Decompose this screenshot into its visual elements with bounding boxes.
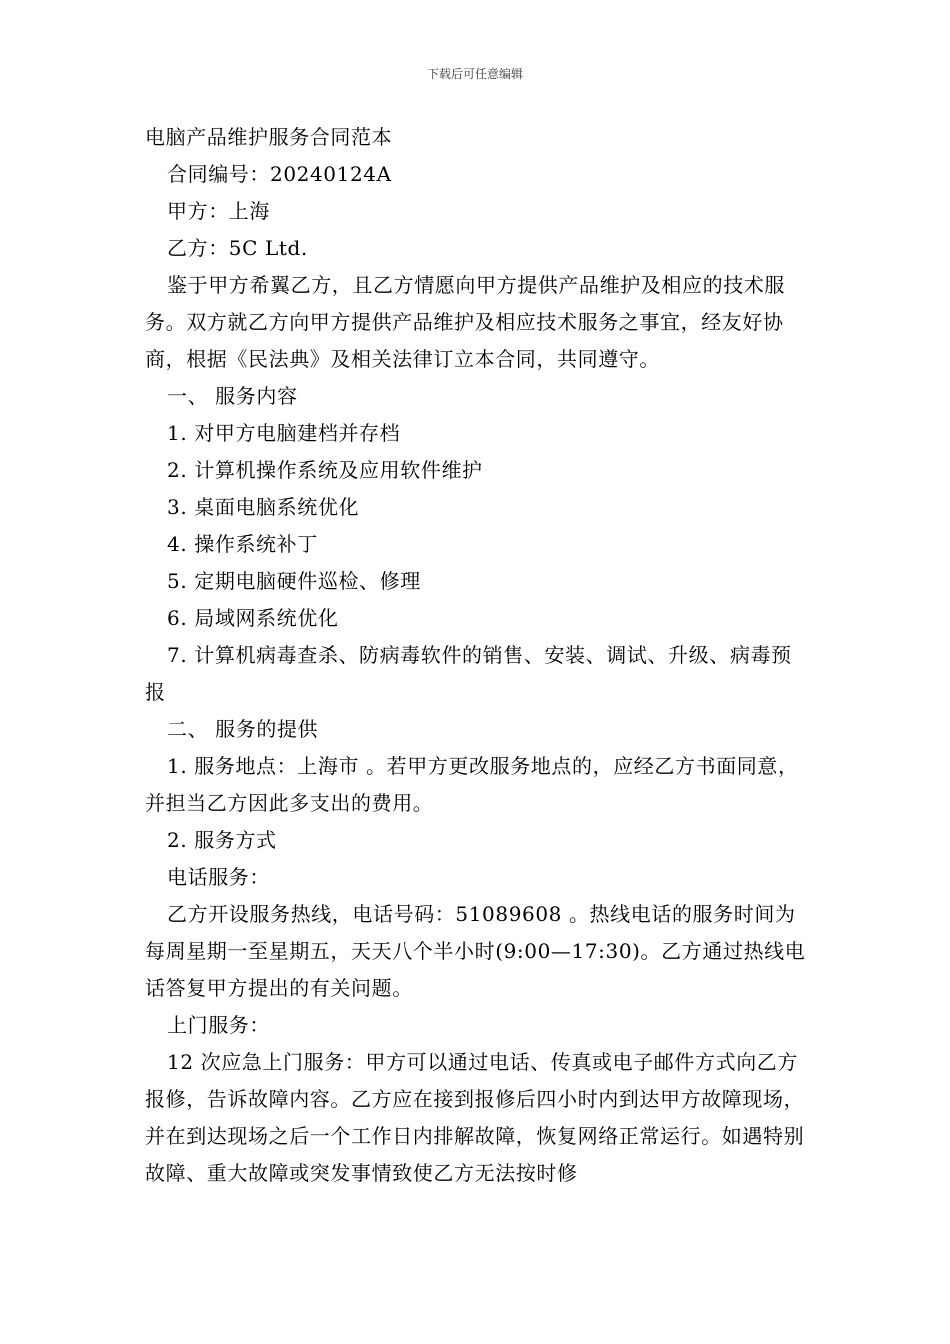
party-b: 乙方：5C Ltd. xyxy=(167,236,308,260)
service-method-heading: 2. 服务方式 xyxy=(167,828,277,852)
list-item: 3. 桌面电脑系统优化 xyxy=(167,495,360,519)
list-item: 1. 对甲方电脑建档并存档 xyxy=(167,421,401,445)
phone-service-heading: 电话服务： xyxy=(167,865,270,889)
list-item: 7. 计算机病毒查杀、防病毒软件的销售、安装、调试、升级、病毒预报 xyxy=(145,643,792,704)
service-location-paragraph: 1. 服务地点：上海市 。若甲方更改服务地点的，应经乙方书面同意，并担当乙方因此多支出的费用。 xyxy=(145,754,799,815)
onsite-service-heading: 上门服务： xyxy=(167,1013,270,1037)
party-a: 甲方：上海 xyxy=(167,199,270,223)
onsite-service-paragraph: 12 次应急上门服务：甲方可以通过电话、传真或电子邮件方式向乙方报修，告诉故障内容。乙方应在接到报修后四小时内到达甲方故障现场，并在到达现场之后一个工作日内排解故障，恢复网络正常运行。如遇特别故障、重大故障或突发事情致使乙方无法按时修 xyxy=(145,1050,805,1185)
list-item: 4. 操作系统补丁 xyxy=(167,532,318,556)
document-title: 电脑产品维护服务合同范本 xyxy=(145,125,393,149)
list-item: 6. 局域网系统优化 xyxy=(167,606,339,630)
header-note: 下载后可任意编辑 xyxy=(426,67,523,81)
document-body xyxy=(145,119,810,1192)
section-heading-service-provision: 二、 服务的提供 xyxy=(167,717,319,741)
section-heading-service-content: 一、 服务内容 xyxy=(167,384,298,408)
list-item: 2. 计算机操作系统及应用软件维护 xyxy=(167,458,483,482)
list-item: 5. 定期电脑硬件巡检、修理 xyxy=(167,569,421,593)
contract-number: 合同编号：20240124A xyxy=(167,162,392,186)
preamble-paragraph: 鉴于甲方希翼乙方，且乙方情愿向甲方提供产品维护及相应的技术服务。双方就乙方向甲方提供产品维护及相应技术服务之事宜，经友好协商，根据《民法典》及相关法律订立本合同，共同遵守。 xyxy=(145,273,785,371)
phone-service-paragraph: 乙方开设服务热线，电话号码：51089608 。热线电话的服务时间为每周星期一至星期五，天天八个半小时(9:00—17:30)。乙方通过热线电话答复甲方提出的有关问题。 xyxy=(145,902,806,1000)
